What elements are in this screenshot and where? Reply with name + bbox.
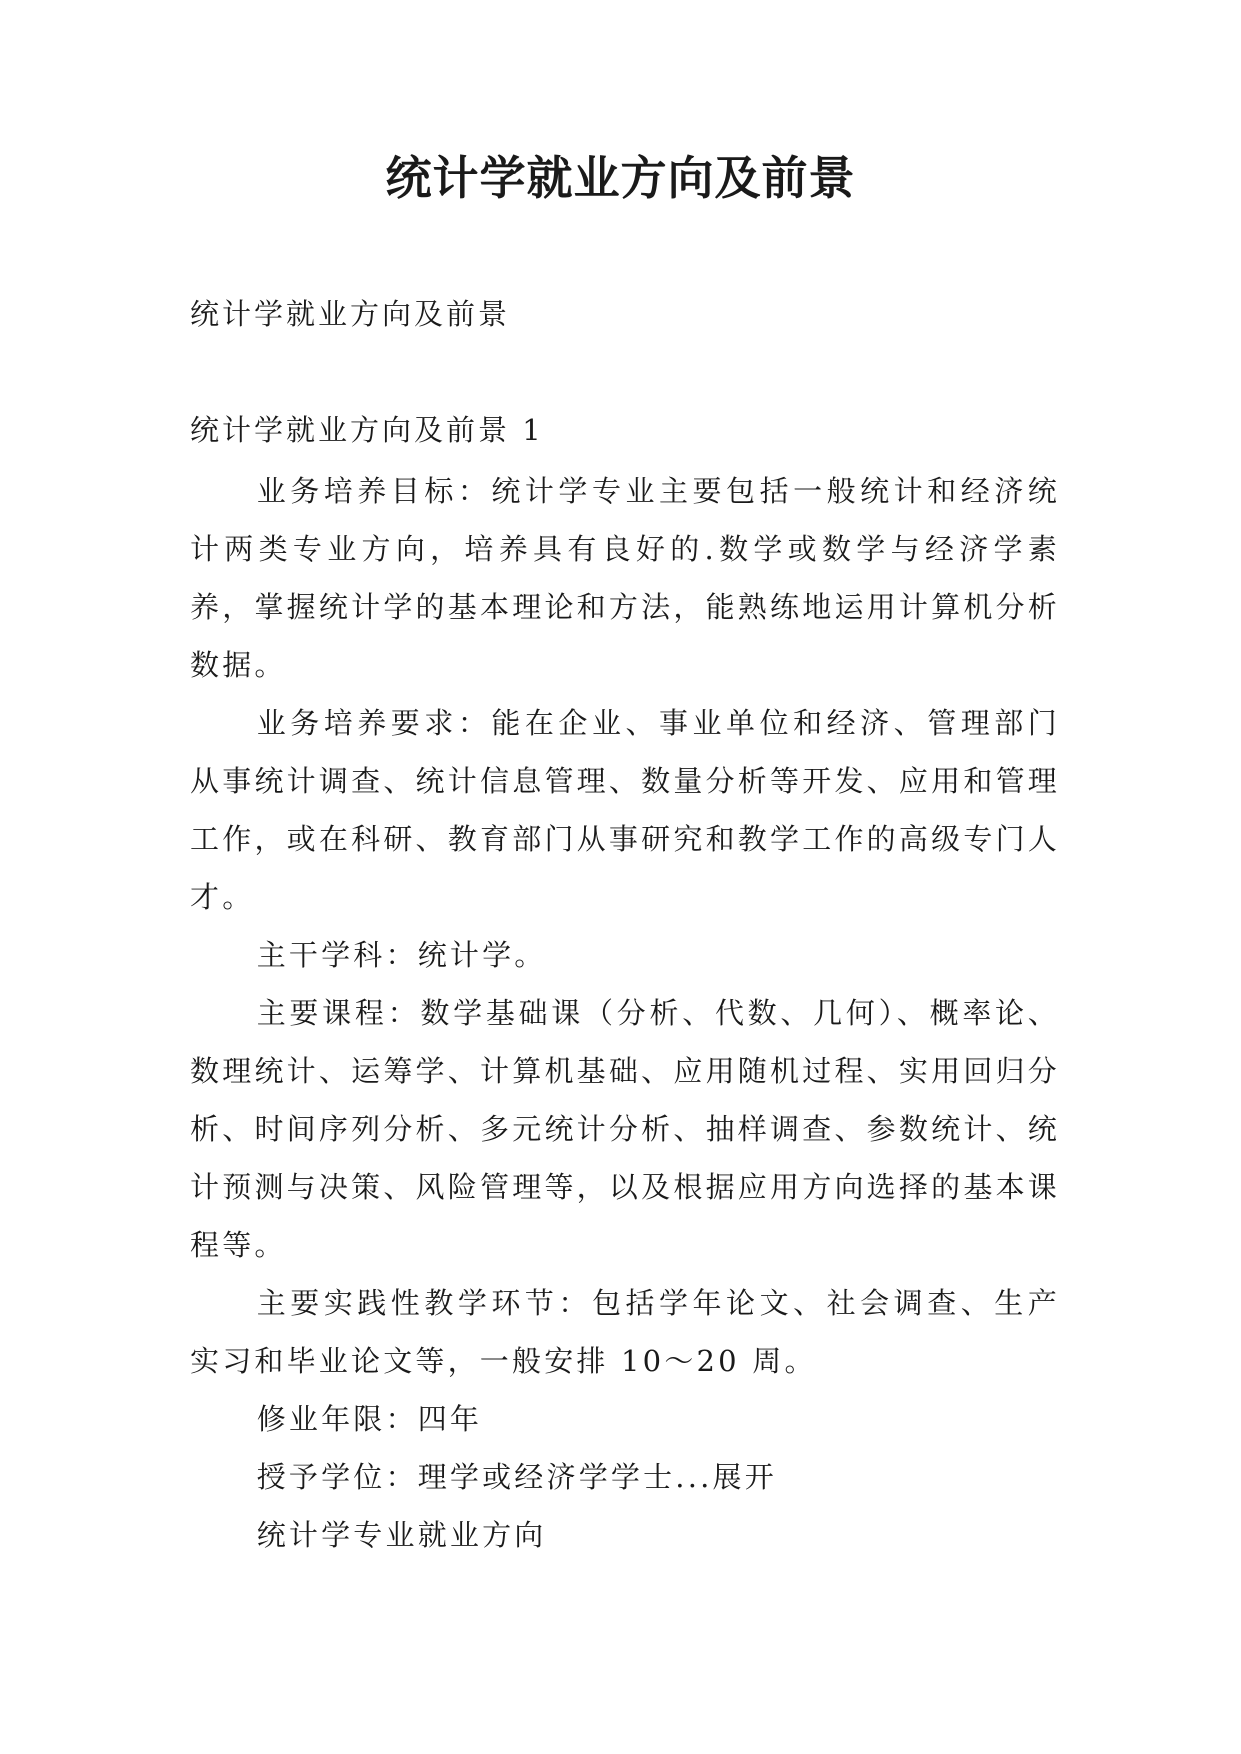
document-body: [190, 462, 1060, 1564]
document-title: 统计学就业方向及前景: [385, 151, 856, 205]
document-subtitle: 统计学就业方向及前景: [190, 297, 511, 331]
paragraph-practice: 主要实践性教学环节：包括学年论文、社会调查、生产实习和毕业论文等，一般安排 10～20 周。: [190, 1286, 1060, 1378]
paragraph-main-courses: 主要课程：数学基础课（分析、代数、几何）、概率论、数理统计、运筹学、计算机基础、应用随机过程、实用回归分析、时间序列分析、多元统计分析、抽样调查、参数统计、统计预测与决策、风险管理等，以及根据应用方向选择的基本课程等。: [190, 996, 1060, 1262]
paragraph-degree: 授予学位：理学或经济学学士...展开: [256, 1460, 777, 1494]
paragraph-training-goal: 业务培养目标：统计学专业主要包括一般统计和经济统计两类专业方向，培养具有良好的.数学或数学与经济学素养，掌握统计学的基本理论和方法，能熟练地运用计算机分析数据。: [190, 474, 1060, 682]
paragraph-training-requirement: 业务培养要求：能在企业、事业单位和经济、管理部门从事统计调查、统计信息管理、数量分析等开发、应用和管理工作，或在科研、教育部门从事研究和教学工作的高级专门人才。: [190, 706, 1060, 914]
section-heading: 统计学就业方向及前景 1: [190, 413, 544, 447]
paragraph-main-discipline: 主干学科：统计学。: [256, 938, 547, 972]
paragraph-duration: 修业年限：四年: [256, 1402, 483, 1436]
paragraph-career-direction: 统计学专业就业方向: [256, 1518, 547, 1552]
